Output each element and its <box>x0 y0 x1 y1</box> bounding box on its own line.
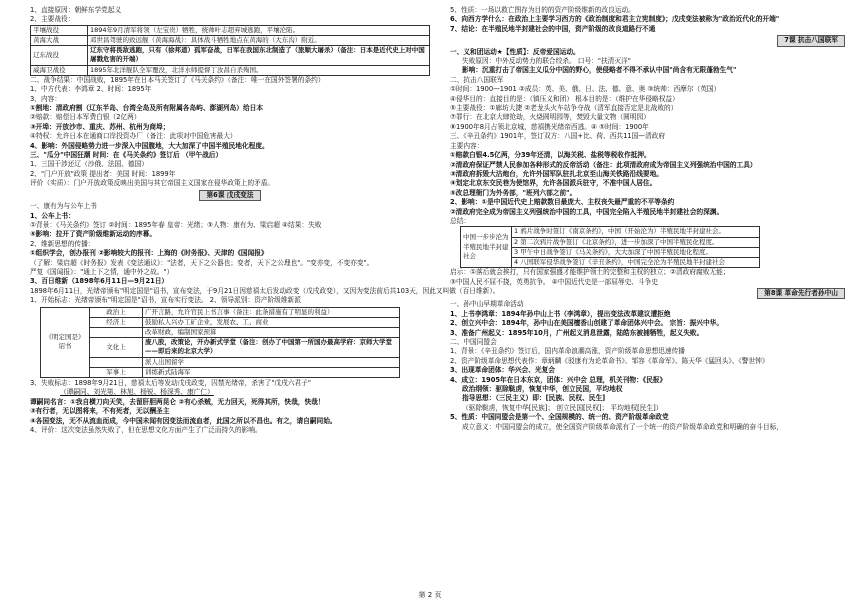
summary-table <box>460 226 760 268</box>
text-line: 失败原因：中外反动势力的联合绞杀。 口号："扶清灭洋" <box>462 57 631 66</box>
table-row <box>31 46 430 65</box>
text-line: 政治纲领：驱除鞑虏，恢复中华，创立民国，平均地权 <box>462 385 623 394</box>
text-line: 1、公车上书： <box>30 211 75 220</box>
text-line: （了解：梁启超《时务报》发表《变法通议》："法者，天下之公器也；变者，天下之公理也"。"变亦变，不变亦变"。 <box>30 258 374 267</box>
text-line: 3、出现革命团体：华兴会、光复会 <box>450 366 555 375</box>
text-line: ②赔款：赔偿日本军费白银（2亿两） <box>30 113 141 122</box>
text-line: 二、中国同盟会 <box>450 338 497 346</box>
text-line: ③有行者，无以图将来，不有死者，无以酬圣主 <box>30 407 170 416</box>
text-line: 2、影响：①是中国近代史上赔款数目最庞大、主权丧失最严重的不平等条约 <box>450 198 675 207</box>
text-line: 二、战争结果：中国战败，1895年在日本马关签订了《马关条约》（备注：唯一在国外签署的条约） <box>30 75 325 84</box>
battle-name: 威海卫战役 <box>31 65 88 75</box>
text-line: ①赔款白银4.5亿两，分39年还清，以海关税、盐税等税收作抵押。 <box>450 151 651 160</box>
text-line: 1、上书李鸿章：1894年孙中山上书（李鸿章），提出变法改革建议遭拒绝 <box>450 309 671 318</box>
battle-desc: 1894年9月清军将领（左宝贵）牺牲，统帅叶志超弃城逃跑，平壤沦陷。 <box>88 25 430 35</box>
text-line: ①时间：1900—1901 ②成员：英、美、俄、日、法、德、意、奥 ③统帅：西摩尔（英国） <box>450 85 721 94</box>
text-line: 3、百日维新（1898年6月11日—9月21日） <box>30 277 169 286</box>
battle-name: 辽东战役 <box>31 46 88 65</box>
text-line: （驱除鞑虏，恢复中华[民族]； 创立民国[民权]； 平均地权[民生]） <box>462 403 663 412</box>
text-line: ⑦罪行：在北京大肆抢劫，火烧圆明园等，焚毁大量文物（圆明园） <box>450 113 650 122</box>
reform-edict <box>41 307 90 377</box>
text-line: 严复《国闻报》："通上下之情，通中外之故。"） <box>30 267 174 276</box>
text-line: ①组织学会，创办报刊 ②影响较大的报刊：上海的《时务报》、天津的《国闻报》 <box>30 249 268 258</box>
text-line: 谭嗣同名言：①我自横刀向天笑，去留肝胆两昆仑 ②有心杀贼，无力回天，死得其所，快哉，快哉！ <box>30 397 325 406</box>
battle-desc: 邓世昌驾驶的致远舰（黄海海战）：具体战斗牺牲地点在黄海的（大东沟）附近。 <box>88 36 430 46</box>
text-line: 2、创立兴中会：1894年，孙中山在美国檀香山创建了革命团体兴中会。 宗旨：振兴中华。 <box>450 319 724 328</box>
battle-name: 黄海大战 <box>31 36 88 46</box>
text-line: ①割地：清政府割（辽东半岛、台湾全岛及所有附属各岛屿、澎湖列岛）给日本 <box>30 104 264 113</box>
table-row <box>41 357 400 367</box>
reform-measure: 鼓励私人兴办工矿企业，发展农、工、商业 <box>143 317 400 327</box>
text-line: 1、开始标志：光绪帝颁布"明定国是"诏书，宣布实行变法。 2、领导派别：资产阶级维新派 <box>30 296 301 305</box>
text-line: 一、康有为与公车上书 <box>30 202 97 211</box>
reform-measure: 废八股，改策论，开办新式学堂（备注：创办了中国第一所国办最高学府：京师大学堂——即后来的北京大学） <box>143 338 400 357</box>
text-line: 3、准备广州起义：1895年10月，广州起义消息泄露，陆皓东被捕牺牲，起义失败。 <box>450 328 704 337</box>
lesson-heading <box>450 35 845 46</box>
text-line: 1、背景：《辛丑条约》签订后，国内革命浪潮高涨，资产阶级革命思想迅速传播 <box>450 347 685 356</box>
text-line: 2、维新思想的传播： <box>30 239 95 248</box>
text-line: 三、《辛丑条约》1901年，签订双方：八国+比、荷、西共11国—清政府 <box>450 132 666 141</box>
summary-item: 4 八国联军侵华战争签订《辛丑条约》，中国完全沦为半殖民地半封建社会 <box>512 257 760 267</box>
table-row <box>31 25 430 35</box>
text-line: ③清政府拆毁大沽炮台，允许外国军队驻扎北京至山海关铁路沿线要地。 <box>450 169 663 178</box>
lesson-title: 7课 抗击八国联军 <box>777 35 845 46</box>
text-line: 启示：①落后就会挨打，只有国家强盛才能维护领土的完整和主权的独立；②清政府腐败无能； <box>450 268 730 277</box>
text-line: ①背景：《马关条约》签订 ②时间：1895年春 皇帝：光绪；③人物：康有为、梁启超 ④结果：失败 <box>30 220 322 229</box>
text-line: 主要内容： <box>450 141 484 150</box>
lesson-title: 第8课 革命先行者孙中山 <box>757 288 845 299</box>
lesson-heading <box>450 288 845 299</box>
reform-measure: 广开言路，允许官民上书言事（备注：此条措施有了明显的利益） <box>143 307 400 317</box>
reform-field: 文化上 <box>90 338 143 357</box>
text-line: ②清政府保证严禁人民参加各种形式的反帝活动（备注：此项清政府成为帝国主义列强统治中国的工具） <box>450 160 757 169</box>
table-row <box>41 367 400 377</box>
page-number: 第 2 页 <box>418 591 442 599</box>
battle-desc: 辽东守将畏敌逃跑，只有（徐邦道）孤军奋战，日军在我国东北制造了（旅顺大屠杀）（备注：日本是近代史上对中国屠戮危害的开端） <box>88 46 430 65</box>
summary-item: 3 甲午中日战争签订《马关条约》，大大加深了中国半殖民地化程度。 <box>512 247 760 257</box>
right-column <box>450 6 845 432</box>
reform-measure: 训练新式陆海军 <box>143 367 400 377</box>
table-row <box>41 327 400 337</box>
table-row <box>31 36 430 46</box>
reform-measure: 改革财政，编制国家预算 <box>143 327 400 337</box>
text-line: 指导思想：（三民主义）即：[民族、民权、民生] <box>462 394 606 403</box>
text-line: ⑤影响：拉开了资产阶级维新运动的序幕。 <box>30 230 157 239</box>
table-row <box>41 307 400 317</box>
text-line: ④各国变法，无不从流血而成，今中国未闻有因变法而流血者，此国之所以不昌也。有之，请自嗣同始。 <box>30 416 337 425</box>
reform-table <box>40 307 400 378</box>
summary-item: 2 第二次鸦片战争签订《北京条约》，进一步加深了中国半殖民化程度。 <box>512 237 760 247</box>
text-line: ④侵华目的：直接目的是：（镇压义和团） 根本目的是：（维护在华侵略权益） <box>450 94 679 103</box>
text-line: 总结： <box>450 216 471 225</box>
reform-field: 军事上 <box>90 367 143 377</box>
text-line: 评价（实质）：门户开放政策反映出美国与其它帝国主义国家在侵华政策上的矛盾。 <box>30 179 275 188</box>
reform-field <box>90 357 143 367</box>
battle-desc: 1895年北洋舰队全军覆没，北洋水师提督丁汝昌自杀殉国。 <box>88 65 430 75</box>
reform-field: 经济上 <box>90 317 143 327</box>
text-line: 4、影响：外国侵略势力进一步深入中国腹地，大大加深了中国半殖民地化程度。 <box>30 141 269 150</box>
lesson-heading <box>30 190 430 201</box>
text-line: ⑤主要战役：①廊坊大捷 ②老龙头火车站争夺战（清军直接否定是北战败的） <box>450 104 678 113</box>
table-row <box>31 65 430 75</box>
text-line: 4、成立：1905年在日本东京，团体：兴中会 总理，机关刊物：《民报》 <box>450 375 667 384</box>
text-line: 5、性质：一场以救亡图存为目的的资产阶级维新的改良运动。 <box>450 6 635 14</box>
text-line: 一、孙中山早期革命活动 <box>450 300 524 309</box>
text-line: 成立意义：中国同盟会的成立，使全国资产阶级革命派有了一个统一的资产阶级革命政党和明确的奋斗目标， <box>462 422 783 431</box>
text-line: 1、直接原因：朝鲜东学党起义 <box>30 6 122 14</box>
table-row <box>461 227 760 237</box>
text-line: ④特权：允许日本在通商口岸投资办厂（备注：此项对中国危害最大） <box>30 132 237 141</box>
text-line: 三、"瓜分"中国狂潮 时间：在《马关条约》签订后 （甲午战后） <box>30 151 223 160</box>
table-row <box>41 317 400 327</box>
text-line: 3、内容： <box>30 94 62 103</box>
summary-label: 中国一步步沦为半殖民地半封建社会 <box>461 227 512 268</box>
text-line: ⑧1900年8月占领北京城，慈禧携光绪帝西逃。④ ⑤时间：1900年 <box>450 122 649 131</box>
summary-item: 1 鸦片战争时签订《南京条约》，中国（开始沦为）半殖民地半封建社会。 <box>512 227 760 237</box>
text-line: 一、义和团运动★【性质】：反帝爱国运动。 <box>450 47 580 56</box>
battle-name: 平壤战役 <box>31 25 88 35</box>
reform-field: 政治上 <box>90 307 143 317</box>
text-line: 6、向西方学什么：在政治上主要学习西方的《政治制度和君主立宪制度》；戊戌变法被称为"政治近代化的开端" <box>450 15 780 24</box>
text-line: 7、结论：在半殖民地半封建社会的中国，资产阶级的改良道路行不通 <box>450 24 656 33</box>
text-line: ⑤改总理衙门为外务部，"班列六部之前"。 <box>450 188 577 197</box>
text-line: 2、"门户开放"政策 提出者：美国 时间：1899年 <box>30 169 176 178</box>
text-line: 5、性质：中国同盟会是第一个、全国规模的、统一的、资产阶级革命政党 <box>450 413 669 422</box>
reform-field <box>90 327 143 337</box>
text-line: ④划定北京东交民巷为使馆界，允许各国派兵驻守，不准中国人居住。 <box>450 179 657 188</box>
text-line: 3、失败标志：1898年9月21日，慈禧太后等发动戊戌政变，囚禁光绪帝，杀害了"戊戌六君子" <box>30 379 311 387</box>
battles-table <box>30 25 430 76</box>
text-line: 影响：沉重打击了帝国主义瓜分中国的野心，使侵略者不得不承认中国"尚含有无限蓬勃生气" <box>462 66 737 75</box>
lesson-title: 第6课 戊戌变法 <box>199 190 260 201</box>
text-line: ②清政府完全成为帝国主义列强统治中国的工具，中国完全陷入半殖民地半封建社会的深渊。 <box>450 207 724 216</box>
text-line: 1、三国干涉还辽（沙俄、法国、德国） <box>30 160 148 169</box>
text-line: （谭嗣同、刘光第、林旭、杨锐、杨深秀、康广仁） <box>60 388 214 397</box>
reform-edict-label: 《明定国是》诏书 <box>45 333 85 351</box>
text-line: 2、资产阶级革命思想代表作：章炳麟《驳康有为论革命书》、邹容《革命军》、陈天华《猛回头》、《警世钟》 <box>450 356 769 365</box>
reform-measure: 派人出国留学 <box>143 357 400 367</box>
text-line: 二、抗击八国联军 <box>450 75 504 84</box>
text-line: 2、主要战役： <box>30 15 75 24</box>
table-row <box>41 338 400 357</box>
text-line: 1898年6月11日，光绪帝颁布"明定国是"诏书，宣布变法，于9月21日因慈禧太后发动政变（戊戌政变），又因为变法前后共103天，因此又叫做（百日维新）。 <box>30 286 500 295</box>
text-line: ③中国人民不屈不挠，英勇抗争。 ④中国近代史是一部屈辱史、斗争史 <box>450 277 659 286</box>
text-line: ③开埠：开放沙市、重庆、苏州、杭州为商埠； <box>30 122 170 131</box>
text-line: 1、中方代表：李鸿章 2、时间：1895年 <box>30 85 152 94</box>
text-line: 4、评价：这次变法虽然失败了，但在思想文化方面产生了广泛而持久的影响。 <box>30 426 262 435</box>
